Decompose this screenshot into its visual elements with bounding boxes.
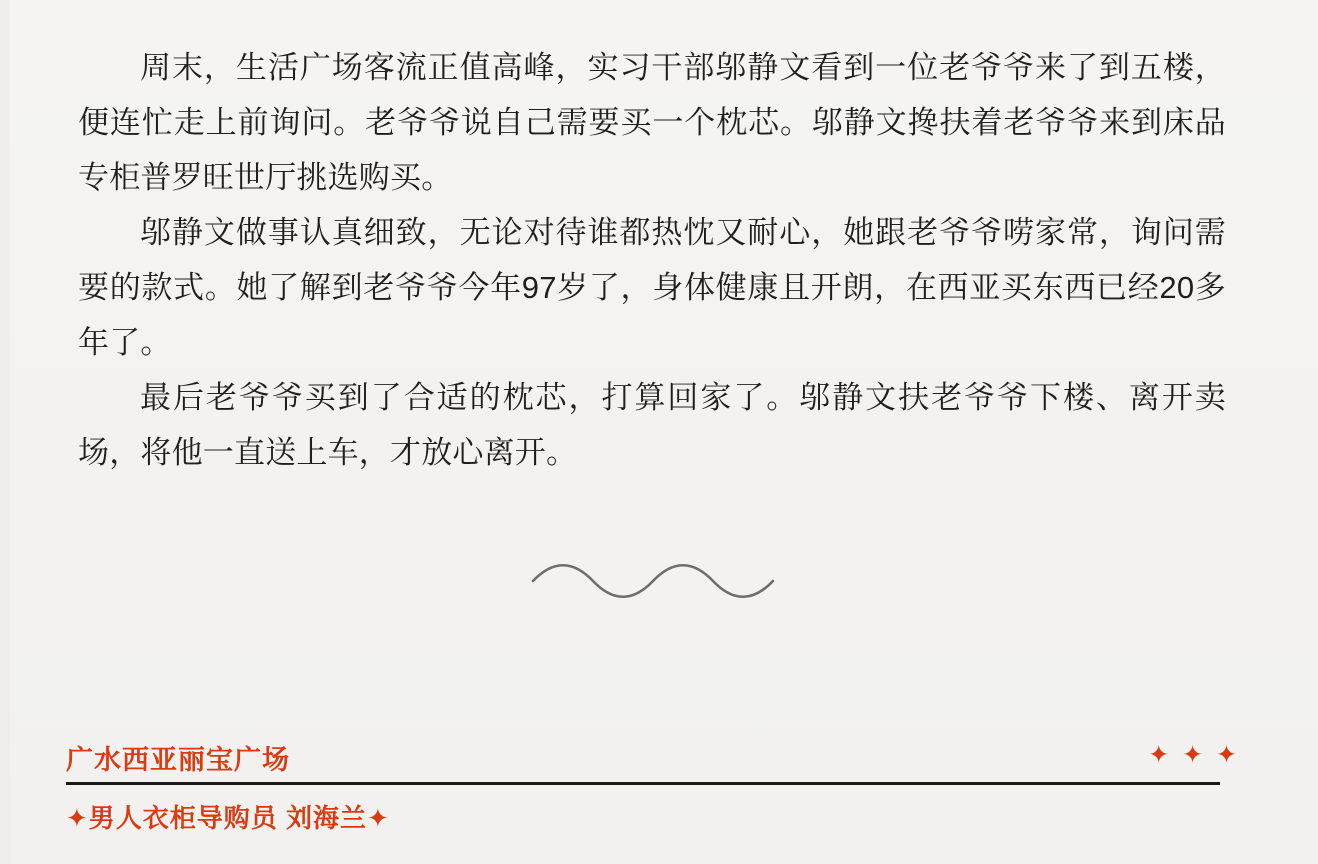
wavy-line-ornament-icon (529, 560, 789, 602)
byline-text: 男人衣柜导购员 刘海兰 (88, 803, 368, 833)
paragraph-1: 周末，生活广场客流正值高峰，实习干部邬静文看到一位老爷爷来了到五楼，便连忙走上前询问。老爷爷说自己需要买一个枕芯。邬静文搀扶着老爷爷来到床品专柜普罗旺世厅挑选购买。 (78, 50, 1226, 195)
brand-name: 广水西亚丽宝广场 (66, 745, 290, 775)
star-icon-right: ✦ (367, 803, 390, 833)
byline (66, 798, 390, 835)
paragraph-3: 最后老爷爷买到了合适的枕芯，打算回家了。邬静文扶老爷爷下楼、离开卖场，将他一直送上车，才放心离开。 (78, 380, 1226, 470)
section-divider (0, 560, 1318, 607)
page-footer (0, 714, 1318, 864)
article-body (78, 40, 1226, 480)
diamond-ornament-icon: ✦ ✦ ✦ (1148, 741, 1240, 769)
paragraph-2: 邬静文做事认真细致，无论对待谁都热忱又耐心，她跟老爷爷唠家常，询问需要的款式。她了解到老爷爷今年97岁了，身体健康且开朗，在西亚买东西已经20多年了。 (78, 215, 1226, 360)
star-icon-left: ✦ (66, 803, 89, 833)
footer-rule (66, 782, 1220, 785)
